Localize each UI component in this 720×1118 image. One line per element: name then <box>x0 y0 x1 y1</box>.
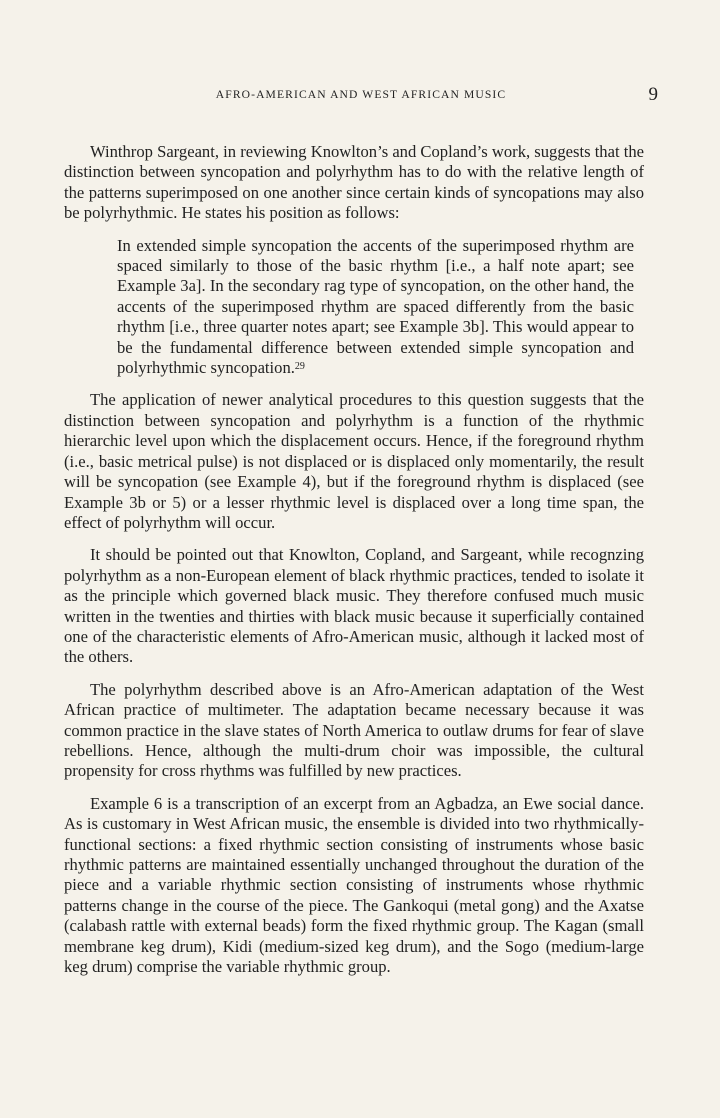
paragraph-example-6: Example 6 is a transcription of an excerpt from an Agbadza, an Ewe social dance. As is customary in West African music, the ensemble is divided into two rhythmically-functional sections: a fixed rhythmic section consisting of instruments whose basic rhythmic patterns are maintained essentially unchanged throughout the duration of the piece and a variable rhythmic section consisting of instruments whose rhythmic patterns change in the course of the piece. The Gankoqui (metal gong) and the Axatse (calabash rattle with external beads) form the fixed rhythmic group. The Kagan (small membrane keg drum), Kidi (medium-sized keg drum), and the Sogo (medium-large keg drum) comprise the variable rhythmic group. <box>64 793 644 977</box>
block-quote <box>117 236 634 379</box>
block-quote-text: In extended simple syncopation the accents of the superimposed rhythm are spaced similarly to those of the basic rhythm [i.e., a half note apart; see Example 3a]. In the secondary rag type of syncopation, on the other hand, the accents of the superimposed rhythm are spaced differently from the basic rhythm [i.e., three quarter notes apart; see Example 3b]. This would appear to be the fundamental difference between extended simple syncopation and polyrhythmic syncopation. <box>117 235 634 378</box>
paragraph-analytical-procedures: The application of newer analytical procedures to this question suggests that the distinction between syncopation and polyrhythm is a function of the rhythmic hierarchic level upon which the displacement occurs. Hence, if the foreground rhythm (i.e., basic metrical pulse) is not displaced or is displaced only momentarily, the result will be syncopation (see Example 4), but if the foreground rhythm is displaced (see Example 3b or 5) or a lesser rhythmic level is displaced over a long time span, the effect of polyrhythm will occur. <box>64 390 644 532</box>
paragraph-polyrhythm-adaptation: The polyrhythm described above is an Afro-American adaptation of the West African practice of multimeter. The adaptation became necessary because it was common practice in the slave states of North America to outlaw drums for fear of slave rebellions. Hence, although the multi-drum choir was impossible, the cultural propensity for cross rhythms was fulfilled by new practices. <box>64 679 644 781</box>
running-header <box>64 86 658 106</box>
footnote-reference: 29 <box>294 361 305 373</box>
paragraph-sargeant-intro: Winthrop Sargeant, in reviewing Knowlton’s and Copland’s work, suggests that the distinction between syncopation and polyrhythm has to do with the relative length of the patterns superimposed on one another since certain kinds of syncopations may also be polyrhythmic. He states his position as follows: <box>64 142 644 223</box>
body-text <box>64 142 644 989</box>
running-title: AFRO-AMERICAN AND WEST AFRICAN MUSIC <box>215 88 507 101</box>
page-number: 9 <box>648 84 658 105</box>
paragraph-knowlton-copland-sargeant: It should be pointed out that Knowlton, Copland, and Sargeant, while recognzing polyrhythm as a non-European element of black rhythmic practices, tended to isolate it as the principle which governed black music. They therefore confused much music written in the twenties and thirties with black music because it superficially contained one of the characteristic elements of Afro-American music, although it lacked most of the others. <box>64 545 644 667</box>
